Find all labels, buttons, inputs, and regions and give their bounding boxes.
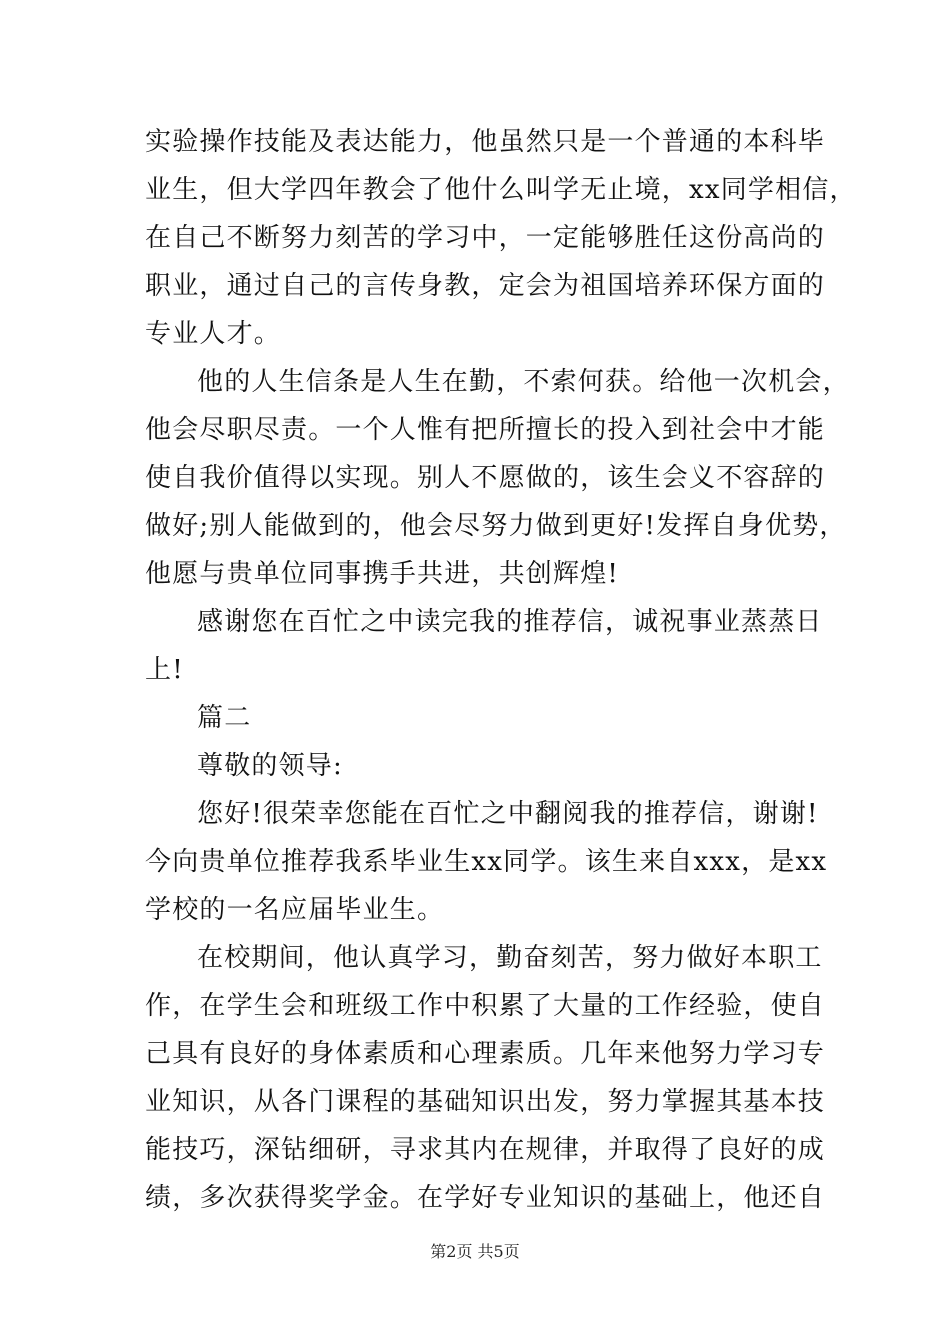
text-line: 使自我价值得以实现。别人不愿做的，该生会义不容辞的: [145, 463, 826, 493]
text-line: 实验操作技能及表达能力，他虽然只是一个普通的本科毕: [145, 127, 826, 157]
text-line: 绩，多次获得奖学金。在学好专业知识的基础上，他还自: [145, 1183, 826, 1213]
text-line: 职业，通过自己的言传身教，定会为祖国培养环保方面的: [145, 271, 826, 301]
text-line: 学校的一名应届毕业生。: [145, 895, 445, 925]
section-heading: 篇二: [197, 703, 252, 733]
text-line: 己具有良好的身体素质和心理素质。几年来他努力学习专: [145, 1039, 826, 1069]
text-line: 他愿与贵单位同事携手共进，共创辉煌!: [145, 559, 620, 589]
text-line: 在自己不断努力刻苦的学习中，一定能够胜任这份高尚的: [145, 223, 826, 253]
text-line: 业生，但大学四年教会了他什么叫学无止境，xx同学相信，: [145, 175, 857, 205]
text-line: 他会尽职尽责。一个人惟有把所擅长的投入到社会中才能: [145, 415, 826, 445]
text-line: 今向贵单位推荐我系毕业生xx同学。该生来自xxx，是xx: [145, 847, 828, 877]
text-line: 做好;别人能做到的，他会尽努力做到更好!发挥自身优势，: [145, 511, 847, 541]
text-line: 作，在学生会和班级工作中积累了大量的工作经验，使自: [145, 991, 826, 1021]
text-line: 专业人才。: [145, 319, 282, 349]
paragraph-start: 您好!很荣幸您能在百忙之中翻阅我的推荐信，谢谢!: [197, 799, 819, 829]
paragraph-start: 他的人生信条是人生在勤，不索何获。给他一次机会，: [197, 367, 850, 397]
text-line: 业知识，从各门课程的基础知识出发，努力掌握其基本技: [145, 1087, 826, 1117]
text-line: 上!: [145, 655, 184, 685]
salutation: 尊敬的领导:: [197, 751, 343, 781]
paragraph-start: 感谢您在百忙之中读完我的推荐信，诚祝事业蒸蒸日: [197, 607, 823, 637]
text-line: 能技巧，深钻细研，寻求其内在规律，并取得了良好的成: [145, 1135, 826, 1165]
paragraph-start: 在校期间，他认真学习，勤奋刻苦，努力做好本职工: [197, 943, 823, 973]
page-footer: 第2页 共5页: [430, 1242, 520, 1261]
